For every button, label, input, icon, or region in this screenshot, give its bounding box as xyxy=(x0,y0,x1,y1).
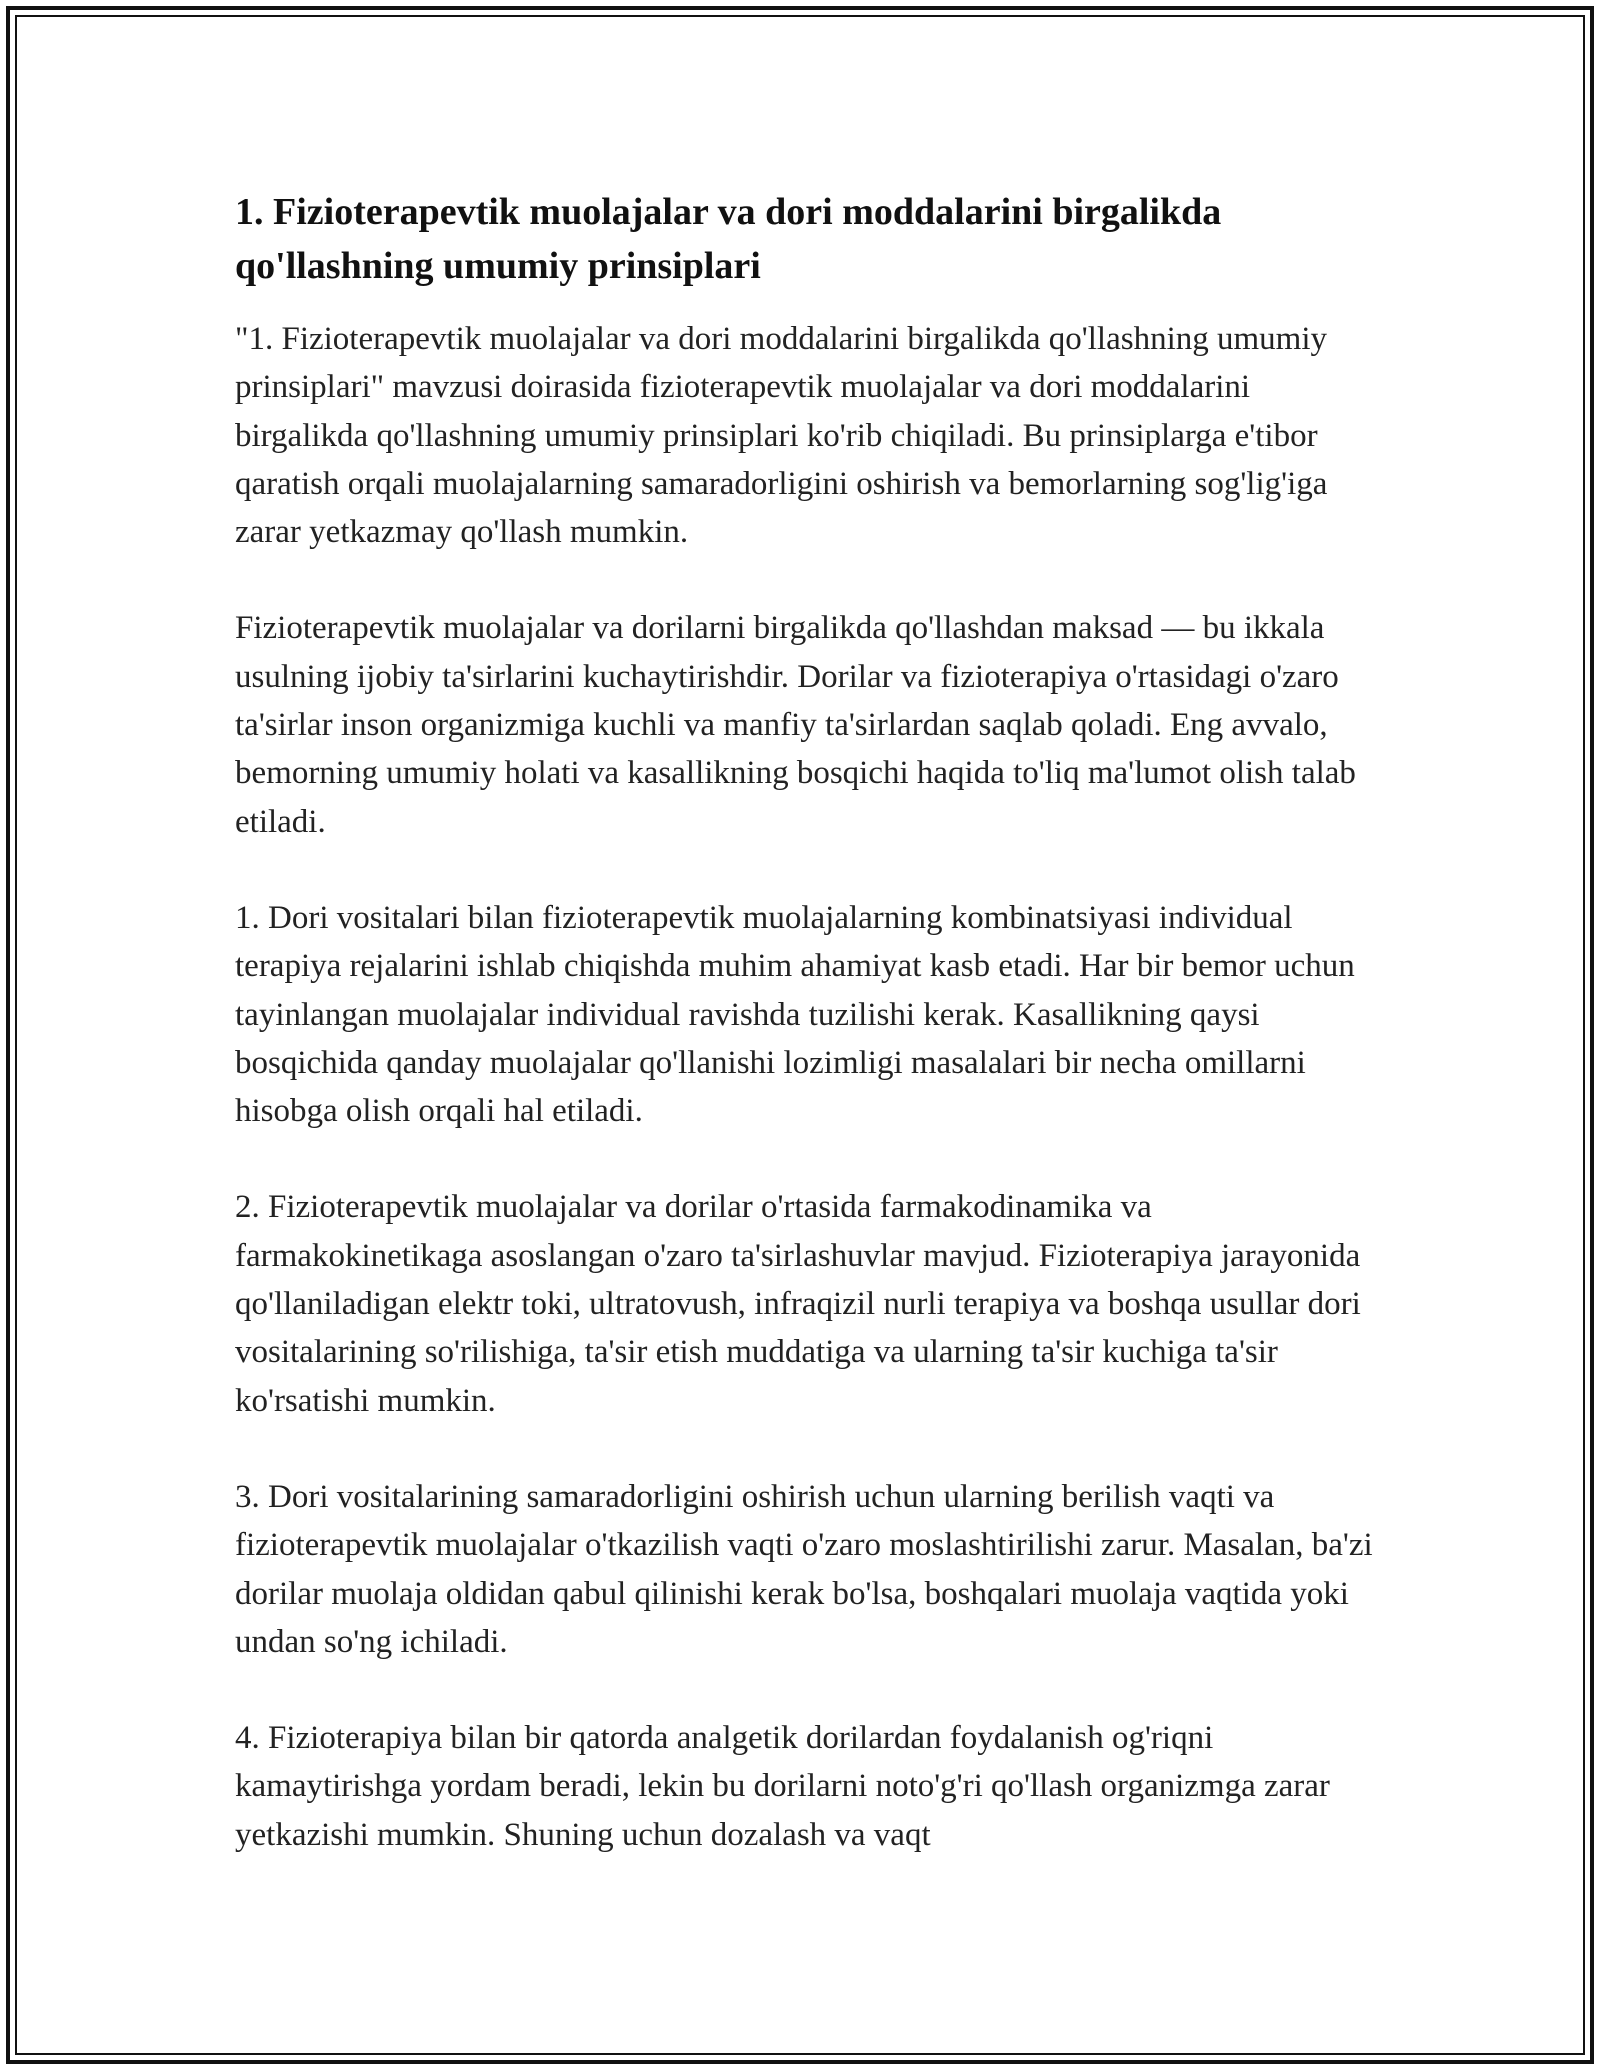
paragraph-point-1: 1. Dori vositalari bilan fizioterapevtik muolajalarning kombinatsiyasi individual terapiya rejalarini ishlab chiqishda muhim ahamiyat kasb etadi. Har bir bemor uchun tayinlangan muolajalar individual ravishda tuzilishi kerak. Kasallikning qaysi bosqichida qanday muolajalar qo'llanishi lozimligi masalalari bir necha omillarni hisobga olish orqali hal etiladi. xyxy=(235,899,1355,1130)
paragraph-point-3: 3. Dori vositalarining samaradorligini oshirish uchun ularning berilish vaqti va fizioterapevtik muolajalar o'tkazilish vaqti o'zaro moslashtirilishi zarur. Masalan, ba'zi dorilar muolaja oldidan qabul qilinishi kerak bo'lsa, boshqalari muolaja vaqtida yoki undan so'ng ichiladi. xyxy=(235,1478,1373,1660)
document-body xyxy=(235,185,1375,1907)
paragraph-intro: "1. Fizioterapevtik muolajalar va dori moddalarini birgalikda qo'llashning umumiy prinsiplari" mavzusi doirasida fizioterapevtik muolajalar va dori moddalarini birgalikda qo'llashning umumiy prinsiplari ko'rib chiqiladi. Bu prinsiplarga e'tibor qaratish orqali muolajalarning samaradorligini oshirish va bemorlarning sog'lig'iga zarar yetkazmay qo'llash mumkin. xyxy=(235,321,1328,551)
paragraph-point-4: 4. Fizioterapiya bilan bir qatorda analgetik dorilardan foydalanish og'riqni kamaytirishga yordam beradi, lekin bu dorilarni noto'g'ri qo'llash organizmga zarar yetkazishi mumkin. Shuning uchun dozalash va vaqt xyxy=(235,1720,1330,1853)
paragraph-point-2: 2. Fizioterapevtik muolajalar va dorilar o'rtasida farmakodinamika va farmakokinetikaga asoslangan o'zaro ta'sirlashuvlar mavjud. Fizioterapiya jarayonida qo'llaniladigan elektr toki, ultratovush, infraqizil nurli terapiya va boshqa usullar dori vositalarining so'rilishiga, ta'sir etish muddatiga va ularning ta'sir kuchiga ta'sir ko'rsatishi mumkin. xyxy=(235,1189,1361,1419)
paragraph-purpose: Fizioterapevtik muolajalar va dorilarni birgalikda qo'llashdan maksad — bu ikkala usulning ijobiy ta'sirlarini kuchaytirishdir. Dorilar va fizioterapiya o'rtasidagi o'zaro ta'sirlar inson organizmiga kuchli va manfiy ta'sirlardan saqlab qoladi. Eng avvalo, bemorning umumiy holati va kasallikning bosqichi haqida to'liq ma'lumot olish talab etiladi. xyxy=(235,610,1356,840)
page-title: 1. Fizioterapevtik muolajalar va dori moddalarini birgalikda qo'llashning umumiy prinsiplari xyxy=(235,191,1222,287)
